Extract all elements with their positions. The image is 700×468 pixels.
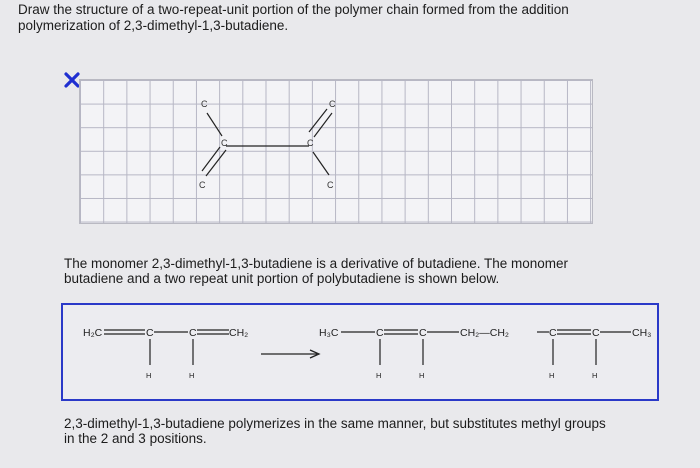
polymer-ch2-ch2: CH₂—CH₂	[460, 327, 509, 339]
polymer-h3c-start: H₃C	[319, 327, 339, 339]
question-text	[18, 2, 678, 34]
info-line-1: The monomer 2,3-dimethyl-1,3-butadiene is a derivative of butadiene. The monomer	[64, 256, 569, 271]
polymer-ch3-end: CH₃	[632, 327, 652, 339]
monomer-h1: H	[146, 371, 152, 380]
monomer-h2c: H₂C	[83, 327, 103, 339]
drawing-canvas[interactable]	[79, 79, 593, 224]
close-icon[interactable]	[64, 72, 80, 88]
monomer-c2: C	[189, 327, 197, 339]
polymer-c1: C	[376, 327, 384, 339]
arrow-right-icon	[261, 350, 319, 358]
info-line-2: butadiene and a two repeat unit portion of polybutadiene is shown below.	[64, 271, 500, 286]
atom-c-bottom-left[interactable]: C	[199, 180, 206, 190]
monomer-info	[64, 256, 664, 286]
polymer-c2: C	[419, 327, 427, 339]
question-line-2: polymerization of 2,3-dimethyl-1,3-butadiene.	[18, 18, 289, 33]
monomer-h2: H	[189, 371, 195, 380]
atom-c-top-right[interactable]: C	[329, 99, 336, 109]
molecule-sketch	[80, 80, 592, 223]
atom-c-top-left[interactable]: C	[201, 99, 208, 109]
monomer-ch2: CH₂	[229, 327, 249, 339]
question-line-1: Draw the structure of a two-repeat-unit portion of the polymer chain formed from the addition	[18, 2, 569, 17]
atom-c-mid-right[interactable]: C	[307, 138, 314, 148]
polymer-h2: H	[419, 371, 425, 380]
footer-note	[64, 416, 684, 446]
polymer-h4: H	[592, 371, 598, 380]
footer-line-2: in the 2 and 3 positions.	[64, 431, 207, 446]
monomer-c1: C	[146, 327, 154, 339]
polymer-c4: C	[592, 327, 600, 339]
atom-c-bottom-right[interactable]: C	[327, 180, 334, 190]
polymer-c3: C	[549, 327, 557, 339]
atom-c-mid-left[interactable]: C	[221, 138, 228, 148]
polymer-h3: H	[549, 371, 555, 380]
reaction-scheme	[61, 303, 659, 401]
polymer-h1: H	[376, 371, 382, 380]
footer-line-1: 2,3-dimethyl-1,3-butadiene polymerizes in the same manner, but substitutes methyl groups	[64, 416, 606, 431]
